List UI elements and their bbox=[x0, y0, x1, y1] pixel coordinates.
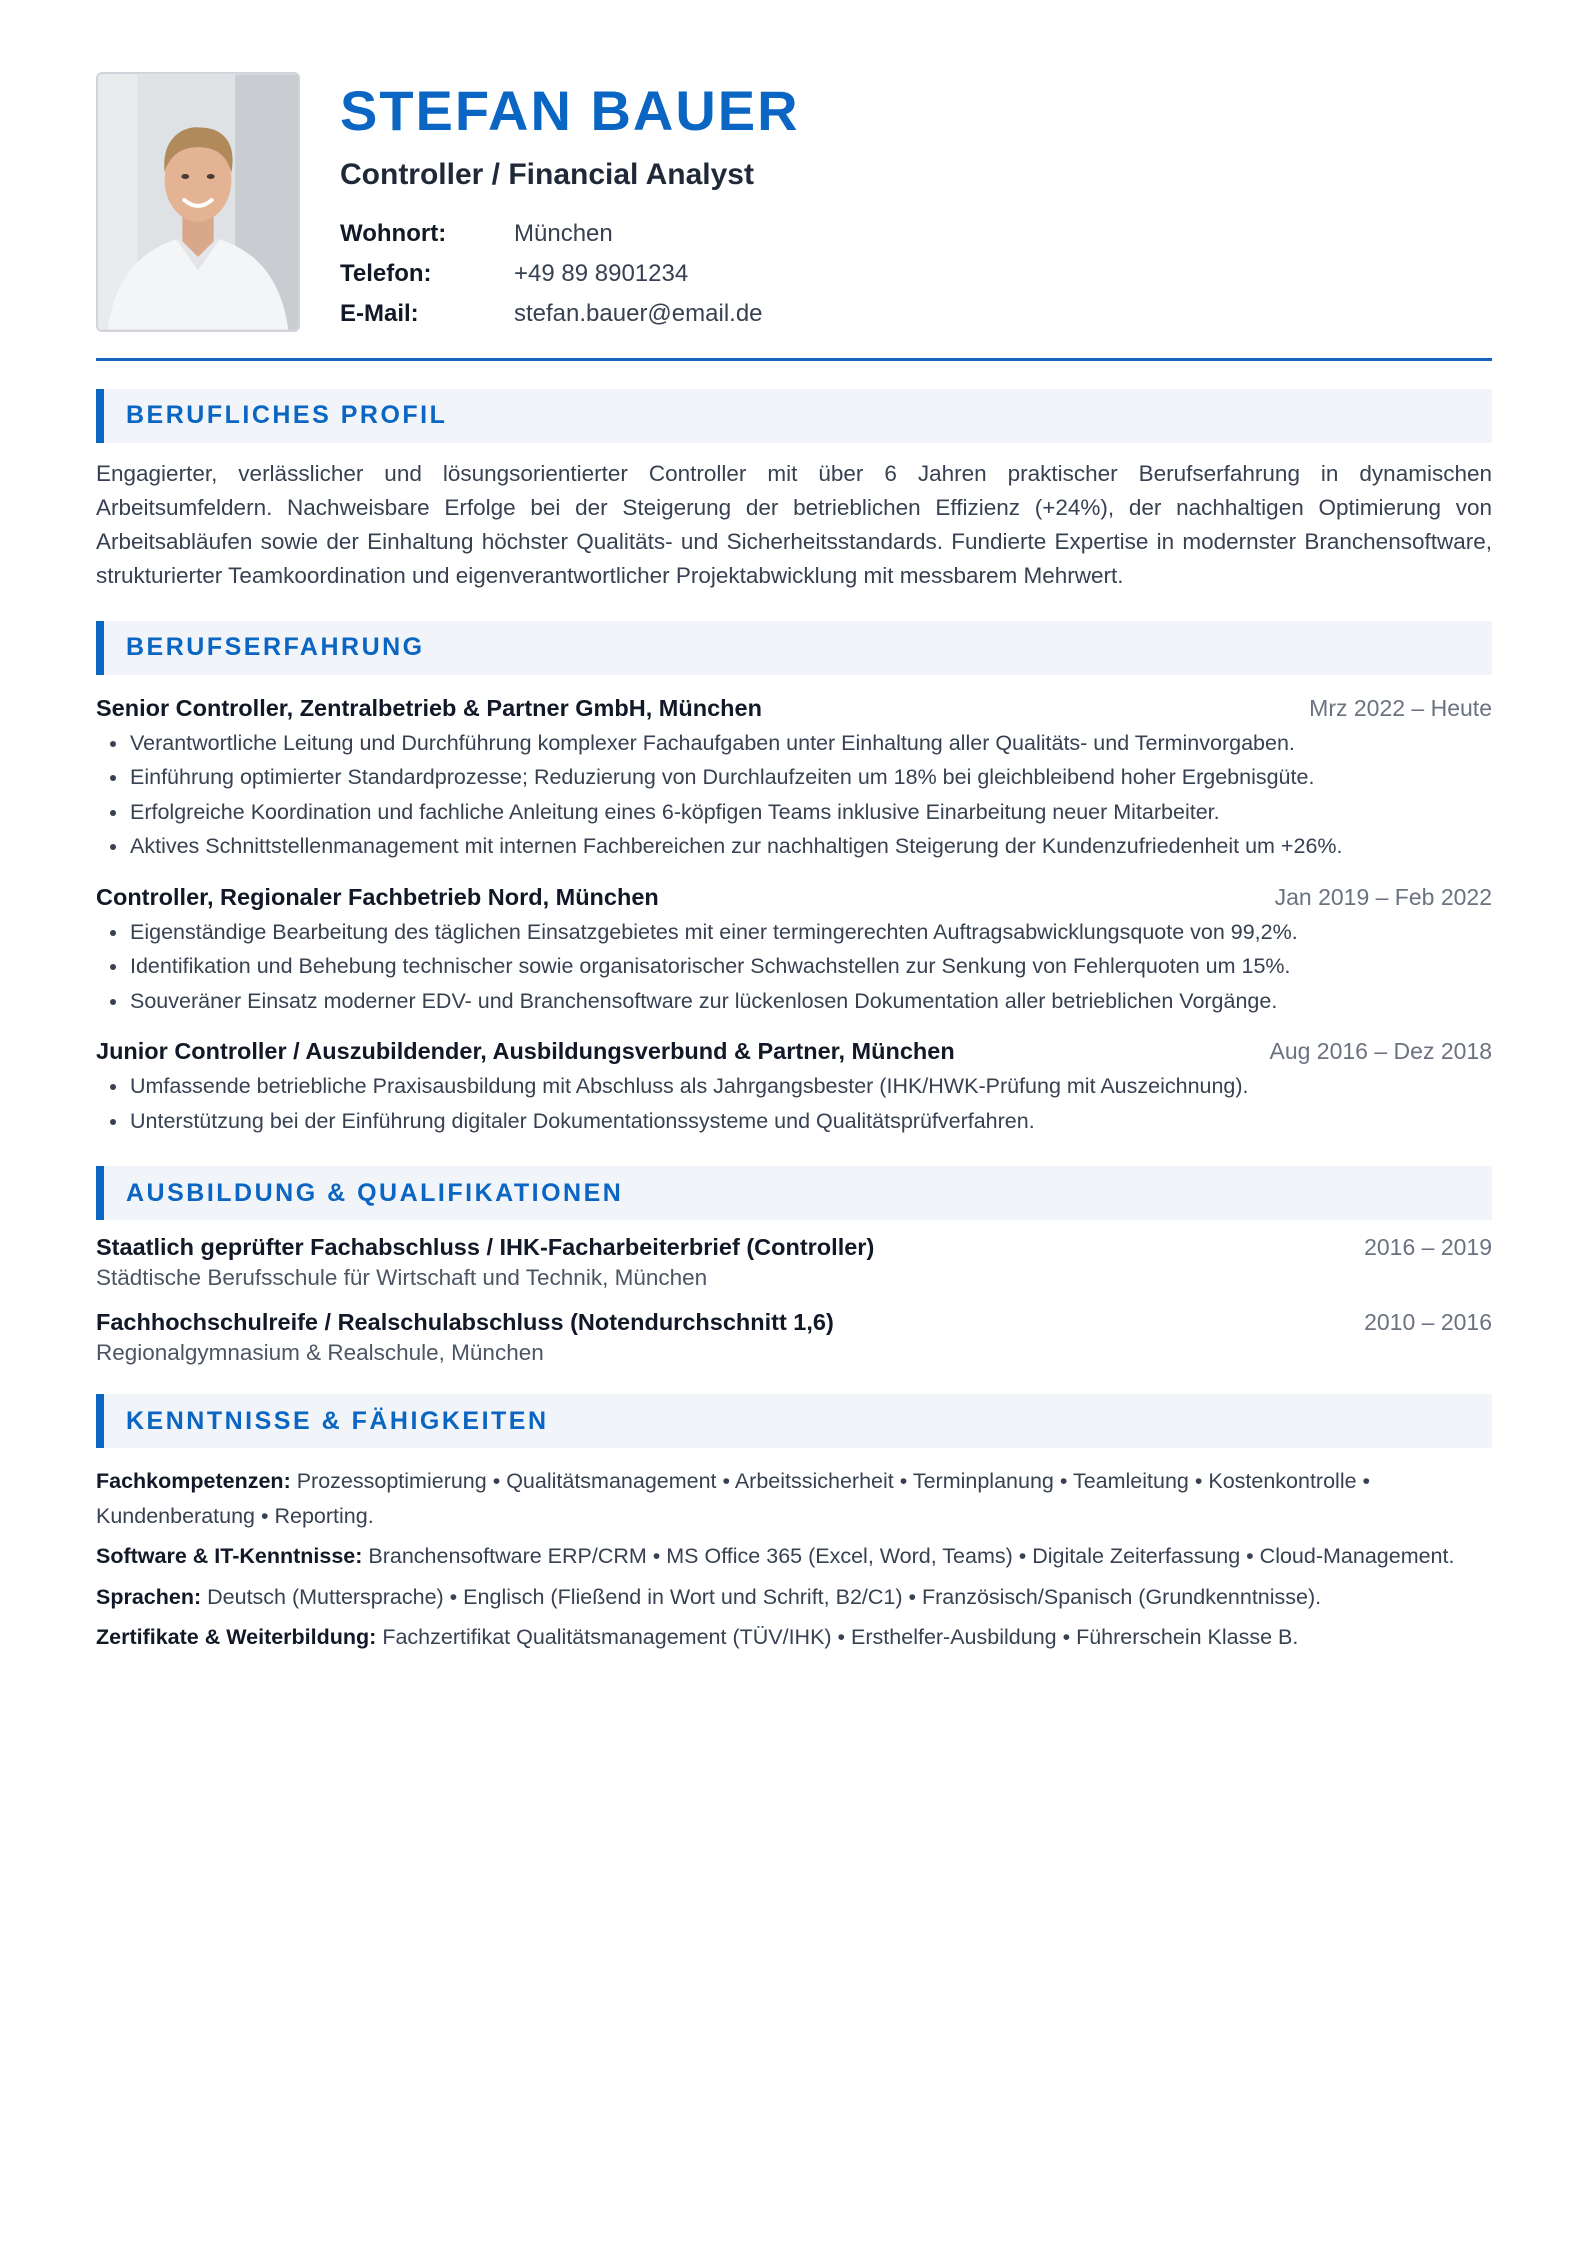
contact-label: Wohnort: bbox=[340, 219, 447, 247]
section-header-education bbox=[96, 1166, 1492, 1220]
skill-item bbox=[96, 1539, 1492, 1574]
list-item bbox=[96, 1104, 1492, 1139]
skill-item bbox=[96, 1620, 1492, 1655]
contact-info bbox=[340, 214, 800, 334]
job-header bbox=[96, 884, 1492, 911]
bullet-text: Aktives Schnittstellenmanagement mit internen Fachbereichen zur nachhaltigen Steigerung der Kundenzufriedenheit um +26%. bbox=[130, 834, 1343, 859]
header-divider bbox=[96, 358, 1492, 361]
education-header bbox=[96, 1309, 1492, 1336]
education-school: Städtische Berufsschule für Wirtschaft und Technik, München bbox=[96, 1265, 708, 1291]
bullet-text: Einführung optimierter Standardprozesse; Reduzierung von Durchlaufzeiten um 18% bei gleichbleibend hoher Ergebnisgüte. bbox=[130, 765, 1315, 790]
bullet-text: Umfassende betriebliche Praxisausbildung mit Abschluss als Jahrgangsbester (IHK/HWK-Prüfung mit Auszeichnung). bbox=[130, 1074, 1249, 1099]
list-item bbox=[96, 795, 1492, 830]
bullet-text: Souveräner Einsatz moderner EDV- und Branchensoftware zur lückenlosen Dokumentation aller betrieblichen Vorgänge. bbox=[130, 988, 1278, 1013]
job-entry bbox=[96, 884, 1492, 1019]
bullet-text: Eigenständige Bearbeitung des täglichen Einsatzgebietes mit einer termingerechten Auftragsabwicklungsquote von 99,2%. bbox=[130, 919, 1298, 944]
skill-label: Sprachen: bbox=[96, 1584, 202, 1609]
skill-value: Deutsch (Muttersprache) • Englisch (Fließend in Wort und Schrift, B2/C1) • Französisch/Spanisch (Grundkenntnisse). bbox=[207, 1584, 1322, 1609]
list-item bbox=[96, 949, 1492, 984]
job-bullets bbox=[96, 726, 1492, 864]
section-title: AUSBILDUNG & QUALIFIKATIONEN bbox=[126, 1178, 624, 1207]
skill-item bbox=[96, 1580, 1492, 1615]
section-title: BERUFLICHES PROFIL bbox=[126, 401, 448, 430]
bullet-icon bbox=[110, 741, 116, 747]
portrait-image bbox=[98, 74, 298, 330]
job-bullets bbox=[96, 1069, 1492, 1138]
education-title: Staatlich geprüfter Fachabschluss / IHK-Facharbeiterbrief (Controller) bbox=[96, 1234, 875, 1261]
bullet-icon bbox=[110, 810, 116, 816]
contact-label: E-Mail: bbox=[340, 299, 419, 327]
bullet-icon bbox=[110, 775, 116, 781]
job-header bbox=[96, 695, 1492, 722]
bullet-icon bbox=[110, 1119, 116, 1125]
skill-value: Branchensoftware ERP/CRM • MS Office 365 (Excel, Word, Teams) • Digitale Zeiterfassung • Cloud-Management. bbox=[368, 1544, 1455, 1569]
profile-text: Engagierter, verlässlicher und lösungsorientierter Controller mit über 6 Jahren praktischer Berufserfahrung in dynamischen Arbeitsumfeldern. Nachweisbare Erfolge bei der Steigerung der betrieblichen Effizienz (+24%), der nachhaltigen Optimierung von Arbeitsabläufen sowie der Einhaltung höchster Qualitäts- und Sicherheitsstandards. Fundierte Expertise in modernster Branchensoftware, strukturierter Teamkoordination und eigenverantwortlicher Projektabwicklung mit messbarem Mehrwert. bbox=[96, 460, 1492, 588]
list-item bbox=[96, 1069, 1492, 1104]
bullet-text: Erfolgreiche Koordination und fachliche Anleitung eines 6-köpfigen Teams inklusive Einarbeitung neuer Mitarbeiter. bbox=[130, 799, 1220, 824]
skill-item bbox=[96, 1464, 1492, 1533]
education-school: Regionalgymnasium & Realschule, München bbox=[96, 1340, 544, 1366]
bullet-icon bbox=[110, 844, 116, 850]
job-entry bbox=[96, 1038, 1492, 1138]
section-header-skills bbox=[96, 1394, 1492, 1448]
job-date: Mrz 2022 – Heute bbox=[1309, 694, 1492, 721]
bullet-icon bbox=[110, 999, 116, 1005]
education-date: 2016 – 2019 bbox=[1364, 1234, 1492, 1261]
bullet-text: Identifikation und Behebung technischer sowie organisatorischer Schwachstellen zur Senkung von Fehlerquoten um 15%. bbox=[130, 954, 1291, 979]
skill-value: Prozessoptimierung • Qualitätsmanagement • Arbeitssicherheit • Terminplanung • Teamleitung • Kostenkontrolle • Kundenberatung • Reporting. bbox=[96, 1469, 1371, 1528]
education-entry bbox=[96, 1234, 1492, 1291]
education-title: Fachhochschulreife / Realschulabschluss (Notendurchschnitt 1,6) bbox=[96, 1309, 834, 1336]
candidate-name: STEFAN BAUER bbox=[340, 79, 800, 142]
bullet-text: Verantwortliche Leitung und Durchführung komplexer Fachaufgaben unter Einhaltung aller Qualitäts- und Terminvorgaben. bbox=[130, 730, 1295, 755]
list-item bbox=[96, 829, 1492, 864]
contact-label: Telefon: bbox=[340, 259, 432, 287]
job-entry bbox=[96, 695, 1492, 864]
resume-header bbox=[96, 72, 1492, 334]
job-bullets bbox=[96, 915, 1492, 1019]
contact-row-location bbox=[340, 214, 800, 254]
job-title: Controller, Regionaler Fachbetrieb Nord, München bbox=[96, 883, 659, 910]
skill-label: Fachkompetenzen: bbox=[96, 1469, 291, 1494]
job-title: Junior Controller / Auszubildender, Ausbildungsverbund & Partner, München bbox=[96, 1038, 955, 1065]
education-entry bbox=[96, 1309, 1492, 1366]
contact-row-phone bbox=[340, 254, 800, 294]
education-header bbox=[96, 1234, 1492, 1261]
bullet-text: Unterstützung bei der Einführung digitaler Dokumentationssysteme und Qualitätsprüfverfahren. bbox=[130, 1108, 1035, 1133]
job-date: Aug 2016 – Dez 2018 bbox=[1269, 1038, 1492, 1065]
section-title: BERUFSERFAHRUNG bbox=[126, 633, 425, 662]
header-info bbox=[340, 72, 800, 334]
skill-value: Fachzertifikat Qualitätsmanagement (TÜV/IHK) • Ersthelfer-Ausbildung • Führerschein Klasse B. bbox=[382, 1625, 1299, 1650]
contact-row-email bbox=[340, 294, 800, 334]
contact-value: +49 89 8901234 bbox=[514, 259, 689, 287]
education-date: 2010 – 2016 bbox=[1364, 1309, 1492, 1336]
skill-label: Zertifikate & Weiterbildung: bbox=[96, 1625, 377, 1650]
skills-list bbox=[96, 1464, 1492, 1655]
list-item bbox=[96, 915, 1492, 950]
bullet-icon bbox=[110, 1084, 116, 1090]
bullet-icon bbox=[110, 964, 116, 970]
job-header bbox=[96, 1038, 1492, 1065]
job-title: Senior Controller, Zentralbetrieb & Partner GmbH, München bbox=[96, 694, 762, 721]
job-date: Jan 2019 – Feb 2022 bbox=[1274, 883, 1492, 910]
contact-value: stefan.bauer@email.de bbox=[514, 299, 763, 327]
list-item bbox=[96, 726, 1492, 761]
contact-value: München bbox=[514, 219, 613, 247]
profile-photo bbox=[96, 72, 300, 332]
bullet-icon bbox=[110, 930, 116, 936]
section-header-profile bbox=[96, 389, 1492, 443]
section-title: KENNTNISSE & FÄHIGKEITEN bbox=[126, 1406, 549, 1435]
list-item bbox=[96, 984, 1492, 1019]
candidate-title: Controller / Financial Analyst bbox=[340, 157, 754, 191]
section-header-experience bbox=[96, 621, 1492, 675]
skill-label: Software & IT-Kenntnisse: bbox=[96, 1544, 363, 1569]
list-item bbox=[96, 760, 1492, 795]
